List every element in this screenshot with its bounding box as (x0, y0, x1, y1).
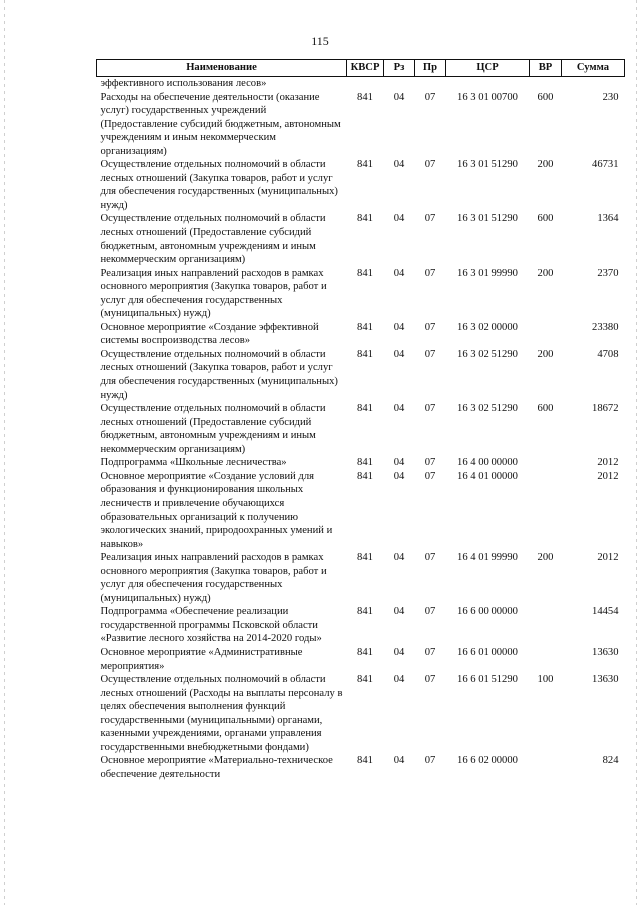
cell-rz: 04 (393, 646, 405, 658)
cell-sum: 13630 (592, 646, 619, 658)
cell-csr: 16 3 01 99990 (457, 267, 518, 279)
cell-kvsr: 841 (357, 674, 373, 686)
table-header-row (97, 60, 625, 77)
cell-vr: 200 (537, 159, 554, 171)
header-csr: ЦСР (446, 60, 530, 77)
cell-vr (530, 470, 562, 551)
table-row (97, 605, 625, 646)
cell-kvsr: 841 (357, 348, 373, 360)
cell-csr: 16 4 01 00000 (457, 470, 518, 482)
cell-csr: 16 4 00 00000 (457, 457, 518, 469)
cell-pr: 07 (424, 606, 436, 618)
cell-vr (530, 321, 562, 348)
cell-pr (415, 77, 446, 91)
cell-csr: 16 6 02 00000 (457, 755, 518, 767)
table-row (97, 212, 625, 266)
cell-sum: 230 (602, 91, 619, 103)
cell-sum: 23380 (592, 321, 619, 333)
cell-vr: 100 (537, 674, 554, 686)
cell-csr: 16 3 01 51290 (457, 213, 518, 225)
cell-kvsr: 841 (357, 403, 373, 415)
cell-name: Основное мероприятие «Материально-техническое обеспечение деятельности (100, 755, 333, 780)
cell-name: Основное мероприятие «Создание условий для образования и функционирования школьных лесничеств и привлечение обучающихся образовательных организаций к получению экологических знаний, природоохранных умений и навыков» (100, 470, 333, 550)
right-edge-scan-mark (636, 0, 637, 905)
cell-sum: 2012 (597, 457, 619, 469)
table-row (97, 77, 625, 91)
table-row (97, 673, 625, 754)
cell-name: Основное мероприятие «Административные мероприятия» (100, 646, 303, 672)
cell-sum: 2012 (597, 552, 619, 564)
cell-vr (530, 646, 562, 673)
cell-sum (562, 77, 625, 91)
cell-rz: 04 (393, 321, 405, 333)
cell-vr (530, 77, 562, 91)
cell-vr: 600 (537, 403, 554, 415)
cell-vr: 600 (537, 91, 554, 103)
table-row (97, 551, 625, 605)
cell-rz: 04 (393, 348, 405, 360)
header-vr: ВР (530, 60, 562, 77)
cell-csr: 16 6 01 00000 (457, 646, 518, 658)
cell-name: Расходы на обеспечение деятельности (оказание услуг) государственных учреждений (Предоставление субсидий бюджетным, автономным учреждениям и иным некоммерческим организациям) (100, 91, 341, 157)
cell-vr: 200 (537, 348, 554, 360)
cell-name: Осуществление отдельных полномочий в области лесных отношений (Предоставление субсидий бюджетным, автономным учреждениям и иным некоммерческим организациям) (100, 403, 326, 455)
cell-pr: 07 (424, 348, 436, 360)
cell-rz: 04 (393, 91, 405, 103)
cell-sum: 1364 (597, 213, 619, 225)
table-body (97, 77, 625, 782)
cell-csr (446, 77, 530, 91)
cell-pr: 07 (424, 552, 436, 564)
cell-name: Основное мероприятие «Создание эффективной системы воспроизводства лесов» (100, 321, 319, 347)
table-row (97, 348, 625, 402)
cell-name: Подпрограмма «Обеспечение реализации государственной программы Псковской области «Развитие лесного хозяйства на 2014-2020 годы» (100, 606, 322, 645)
budget-table (96, 59, 625, 781)
cell-kvsr: 841 (357, 321, 373, 333)
cell-rz: 04 (393, 457, 405, 469)
cell-csr: 16 3 02 51290 (457, 403, 518, 415)
cell-csr: 16 3 01 00700 (457, 91, 518, 103)
cell-rz: 04 (393, 267, 405, 279)
cell-kvsr: 841 (357, 159, 373, 171)
cell-pr: 07 (424, 403, 436, 415)
table-row (97, 158, 625, 212)
table-row (97, 402, 625, 456)
header-name: Наименование (97, 60, 347, 77)
cell-rz: 04 (393, 674, 405, 686)
cell-vr (530, 456, 562, 470)
cell-sum: 4708 (597, 348, 619, 360)
cell-csr: 16 3 01 51290 (457, 159, 518, 171)
cell-rz: 04 (393, 403, 405, 415)
cell-name: Осуществление отдельных полномочий в области лесных отношений (Закупка товаров, работ и услуг для обеспечения государственных (муниципальных) нужд) (100, 348, 338, 401)
cell-rz: 04 (393, 470, 405, 482)
table-row (97, 321, 625, 348)
cell-vr: 600 (537, 213, 554, 225)
cell-pr: 07 (424, 321, 436, 333)
page-number: 115 (311, 34, 329, 48)
cell-pr: 07 (424, 91, 436, 103)
cell-pr: 07 (424, 470, 436, 482)
cell-pr: 07 (424, 457, 436, 469)
cell-csr: 16 3 02 00000 (457, 321, 518, 333)
cell-vr: 200 (537, 267, 554, 279)
cell-name: Реализация иных направлений расходов в рамках основного мероприятия (Закупка товаров, работ и услуг для обеспечения государственных (муниципальных) нужд) (100, 552, 327, 604)
left-edge-scan-mark (4, 0, 5, 905)
cell-sum: 13630 (592, 674, 619, 686)
cell-rz (384, 77, 415, 91)
cell-sum: 18672 (592, 403, 619, 415)
cell-name: эффективного использования лесов» (100, 78, 267, 89)
header-rz: Рз (384, 60, 415, 77)
cell-sum: 2012 (597, 470, 619, 482)
cell-pr: 07 (424, 159, 436, 171)
cell-pr: 07 (424, 267, 436, 279)
cell-rz: 04 (393, 552, 405, 564)
table-row (97, 267, 625, 321)
cell-rz: 04 (393, 213, 405, 225)
cell-rz: 04 (393, 606, 405, 618)
cell-name: Реализация иных направлений расходов в рамках основного мероприятия (Закупка товаров, работ и услуг для обеспечения государственных (муниципальных) нужд) (100, 267, 327, 320)
cell-kvsr: 841 (357, 91, 373, 103)
cell-kvsr: 841 (357, 213, 373, 225)
cell-kvsr: 841 (357, 267, 373, 279)
cell-sum: 14454 (592, 606, 619, 618)
cell-sum: 824 (602, 755, 619, 767)
cell-sum: 2370 (597, 267, 619, 279)
table-row (97, 470, 625, 551)
cell-name: Подпрограмма «Школьные лесничества» (100, 457, 287, 469)
cell-name: Осуществление отдельных полномочий в области лесных отношений (Предоставление субсидий бюджетным, автономным учреждениям и иным некоммерческим организациям) (100, 213, 326, 266)
cell-vr: 200 (537, 552, 554, 564)
cell-csr: 16 3 02 51290 (457, 348, 518, 360)
table-row (97, 646, 625, 673)
cell-vr (530, 754, 562, 781)
header-sum: Сумма (562, 60, 625, 77)
cell-kvsr (347, 77, 384, 91)
cell-name: Осуществление отдельных полномочий в области лесных отношений (Закупка товаров, работ и услуг для обеспечения государственных (муниципальных) нужд) (100, 159, 338, 211)
cell-kvsr: 841 (357, 755, 373, 767)
cell-kvsr: 841 (357, 606, 373, 618)
table-row (97, 754, 625, 781)
header-kvsr: КВСР (347, 60, 384, 77)
cell-name: Осуществление отдельных полномочий в области лесных отношений (Расходы на выплаты персоналу в целях обеспечения выполнения функций государственными (муниципальными) органами, казенными учреждениями, органами управления государственными внебюджетными фондами) (100, 674, 343, 753)
cell-kvsr: 841 (357, 646, 373, 658)
cell-kvsr: 841 (357, 470, 373, 482)
cell-pr: 07 (424, 213, 436, 225)
cell-kvsr: 841 (357, 552, 373, 564)
header-pr: Пр (415, 60, 446, 77)
cell-pr: 07 (424, 755, 436, 767)
cell-vr (530, 605, 562, 646)
cell-rz: 04 (393, 755, 405, 767)
cell-csr: 16 4 01 99990 (457, 552, 518, 564)
cell-sum: 46731 (592, 159, 619, 171)
cell-pr: 07 (424, 646, 436, 658)
cell-csr: 16 6 01 51290 (457, 674, 518, 686)
cell-rz: 04 (393, 159, 405, 171)
cell-kvsr: 841 (357, 457, 373, 469)
table-row (97, 456, 625, 470)
cell-csr: 16 6 00 00000 (457, 606, 518, 618)
table-row (97, 91, 625, 159)
cell-pr: 07 (424, 674, 436, 686)
